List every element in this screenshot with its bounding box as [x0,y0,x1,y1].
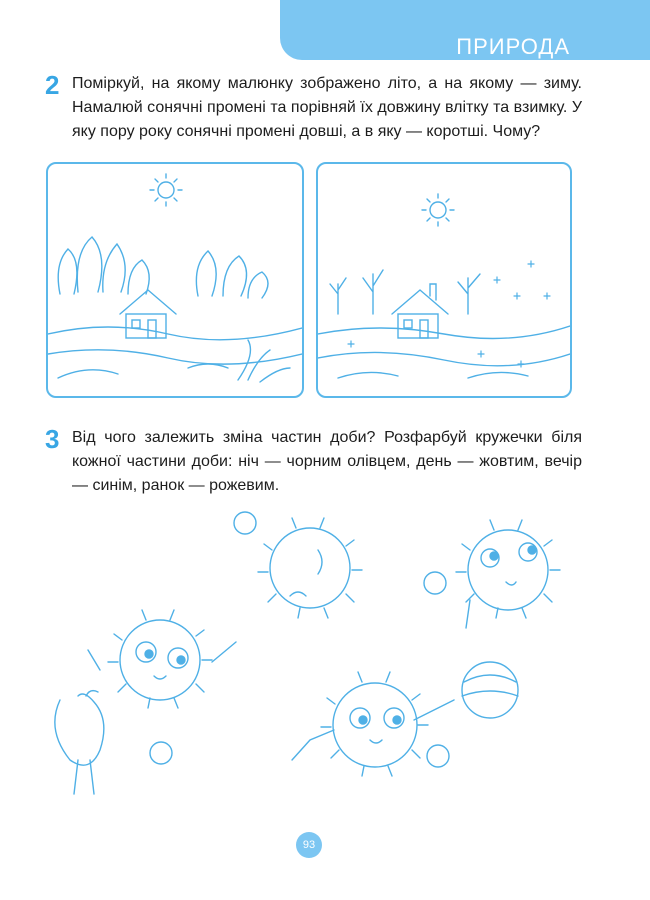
winter-picture [316,162,572,398]
summer-picture [46,162,304,398]
section-title: ПРИРОДА [456,34,570,59]
coloring-circle-night [234,512,256,534]
coloring-circle-evening [424,572,446,594]
winter-sun-icon [422,194,454,226]
coloring-circle-morning [150,742,172,764]
task-2-number: 2 [45,70,60,100]
page-number: 93 [296,832,322,858]
task-3-number: 3 [45,424,60,454]
ball-icon [462,662,518,718]
summer-sun-icon [150,174,182,206]
coloring-circle-day [427,745,449,767]
day-sun-icon [292,672,454,776]
bare-trees [330,270,480,314]
rooster-icon [55,691,104,794]
summer-trees [58,237,268,298]
sleeping-sun-icon [258,518,362,618]
morning-sun-icon [88,610,236,708]
evening-sun-icon [456,520,560,628]
task-3-text: Від чого залежить зміна частин доби? Розфарбуй кружечки біля кожної частини доби: ніч — чорним олівцем, день — жовтим, вечір — синім, ранок — рожевим. [72,429,582,494]
task-2-text: Поміркуй, на якому малюнку зображено літо, а на якому — зиму. Намалюй сонячні промені та порівняй їх довжину влітку та взимку. У яку пору року сонячні промені довші, а в яку — коротші. Чому? [72,75,582,140]
